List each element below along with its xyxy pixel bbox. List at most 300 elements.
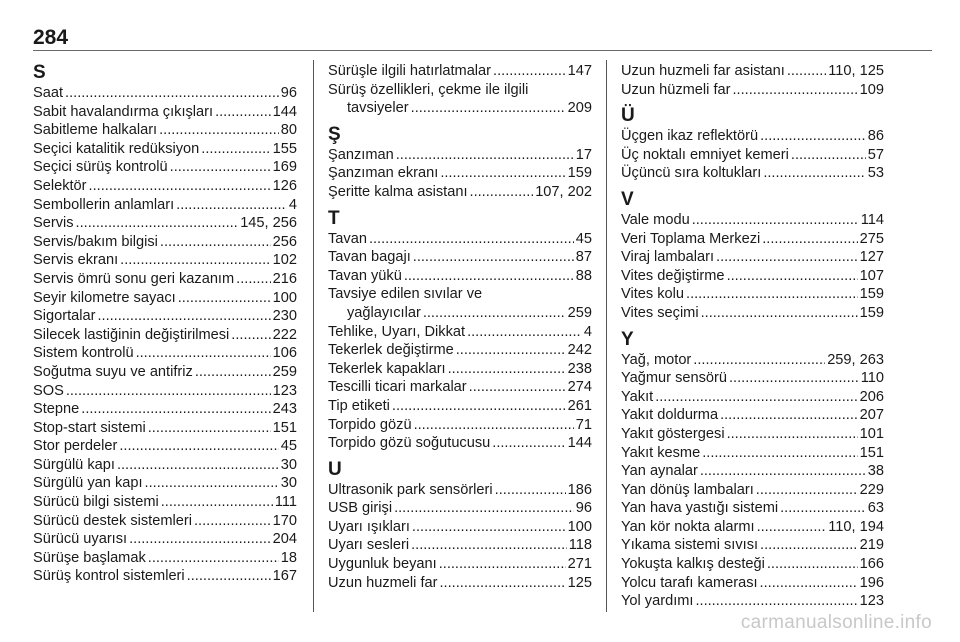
- entry-title: Torpido gözü: [328, 416, 412, 433]
- entry-title: Sistem kontrolü: [33, 345, 134, 362]
- index-section: [328, 208, 592, 453]
- entry-pages: 238: [567, 360, 592, 377]
- entry-title: Yokuşta kalkış desteği: [621, 556, 765, 573]
- index-entry: [328, 416, 592, 435]
- entry-pages: 57: [867, 146, 884, 163]
- entry-title: SOS: [33, 382, 64, 399]
- dot-leader: [194, 512, 271, 531]
- index-entry: [621, 285, 884, 304]
- entry-pages: 45: [280, 438, 297, 455]
- dot-leader: [760, 536, 858, 555]
- dot-leader: [701, 304, 858, 323]
- index-entry: [621, 462, 884, 481]
- entry-pages: 159: [567, 165, 592, 182]
- index-entry: [328, 518, 592, 537]
- index-entry: [33, 158, 297, 177]
- index-entry: [33, 567, 297, 586]
- dot-leader: [439, 555, 566, 574]
- entry-pages: 109: [859, 81, 884, 98]
- index-entry: [621, 518, 884, 537]
- index-entry: [621, 369, 884, 388]
- index-section: [328, 124, 592, 202]
- watermark: carmanualsonline.info: [740, 612, 932, 633]
- index-entry: [621, 62, 884, 81]
- entry-pages: 107: [859, 267, 884, 284]
- entry-title: Uzun hüzmeli far: [621, 81, 731, 98]
- index-entry: [328, 378, 592, 397]
- index-entry: [328, 230, 592, 249]
- index-entry: [621, 81, 884, 100]
- dot-leader: [702, 444, 857, 463]
- dot-leader: [119, 437, 278, 456]
- index-entry: [621, 304, 884, 323]
- dot-leader: [148, 549, 279, 568]
- entry-title: Sürücü bilgi sistemi: [33, 494, 159, 511]
- entry-pages: 127: [859, 249, 884, 266]
- entry-pages: 271: [567, 556, 592, 573]
- index-entry: [621, 536, 884, 555]
- section-letter: T: [328, 207, 340, 229]
- index-entry: [621, 592, 884, 611]
- index-column-2: [328, 62, 592, 592]
- dot-leader: [396, 146, 574, 165]
- dot-leader: [733, 81, 858, 100]
- entry-title: Servis/bakım bilgisi: [33, 233, 158, 250]
- index-entry: [33, 419, 297, 438]
- entry-pages: 261: [567, 397, 592, 414]
- dot-leader: [392, 397, 566, 416]
- index-entry: [328, 536, 592, 555]
- entry-title: Uyarı ışıkları: [328, 518, 410, 535]
- column-divider: [313, 60, 314, 612]
- entry-pages: 125: [567, 574, 592, 591]
- dot-leader: [440, 574, 566, 593]
- index-entry: [33, 512, 297, 531]
- entry-title: Uzun huzmeli far asistanı: [621, 63, 785, 79]
- entry-pages: 144: [272, 103, 297, 120]
- entry-title: Viraj lambaları: [621, 249, 715, 266]
- entry-title: Yan hava yastığı sistemi: [621, 500, 779, 517]
- entry-pages: 206: [859, 388, 884, 405]
- index-entry: [33, 196, 297, 215]
- dot-leader: [404, 267, 574, 286]
- entry-pages: 155: [272, 140, 297, 157]
- index-entry: [621, 127, 884, 146]
- dot-leader: [89, 177, 271, 196]
- index-section: [328, 62, 592, 118]
- entry-pages: 170: [272, 512, 297, 529]
- entry-title: Tavan bagajı: [328, 249, 411, 266]
- dot-leader: [369, 230, 574, 249]
- dot-leader: [762, 230, 857, 249]
- index-section: [621, 105, 884, 183]
- entry-pages: 151: [272, 419, 297, 436]
- entry-pages: 30: [280, 456, 297, 473]
- index-entry: [33, 474, 297, 493]
- entry-pages: 259: [567, 304, 592, 321]
- entry-pages: 229: [859, 481, 884, 498]
- entry-title: Servis: [33, 215, 74, 232]
- entry-title: Ultrasonik park sensörleri: [328, 481, 493, 498]
- index-entry: [328, 164, 592, 183]
- entry-title: Yakıt doldurma: [621, 407, 719, 424]
- dot-leader: [720, 406, 858, 425]
- index-entry: [621, 388, 884, 407]
- dot-leader: [716, 248, 858, 267]
- index-entry: [33, 344, 297, 363]
- entry-title: Yakıt: [621, 388, 654, 405]
- entry-pages: 159: [859, 304, 884, 321]
- index-entry: [621, 211, 884, 230]
- index-section: [328, 459, 592, 593]
- entry-title: Sembollerin anlamları: [33, 196, 175, 213]
- dot-leader: [236, 270, 270, 289]
- dot-leader: [178, 289, 271, 308]
- index-entry: [33, 493, 297, 512]
- dot-leader: [727, 267, 858, 286]
- entry-title: Sürgülü kapı: [33, 456, 115, 473]
- entry-pages: 159: [859, 286, 884, 303]
- entry-pages: 196: [859, 574, 884, 591]
- entry-pages: 86: [867, 128, 884, 145]
- dot-leader: [686, 285, 858, 304]
- index-section: [621, 62, 884, 99]
- index-entry: [328, 499, 592, 518]
- section-letter: Ü: [621, 105, 635, 127]
- entry-title: Sabitleme halkaları: [33, 122, 158, 139]
- index-entry: [33, 84, 297, 103]
- dot-leader: [727, 425, 858, 444]
- entry-title: Yakıt kesme: [621, 444, 701, 461]
- entry-title: Servis ekranı: [33, 252, 119, 269]
- entry-title: Üç noktalı emniyet kemeri: [621, 146, 789, 163]
- dot-leader: [97, 307, 270, 326]
- dot-leader: [492, 434, 565, 453]
- index-entry: [328, 555, 592, 574]
- entry-pages: 63: [867, 500, 884, 517]
- index-column-1: [33, 62, 297, 586]
- entry-title: Sürgülü yan kapı: [33, 475, 143, 492]
- entry-title: Yolcu tarafı kamerası: [621, 574, 758, 591]
- dot-leader: [729, 369, 859, 388]
- index-entry: [328, 285, 592, 322]
- index-column-3: [621, 62, 884, 611]
- dot-leader: [695, 592, 857, 611]
- entry-title-continued: yağlayıcılar: [347, 304, 421, 321]
- entry-title: Seyir kilometre sayacı: [33, 289, 176, 306]
- entry-title: Sürüş kontrol sistemleri: [33, 568, 185, 585]
- entry-title: Seçici katalitik redüksiyon: [33, 140, 200, 157]
- dot-leader: [760, 574, 858, 593]
- index-entry: [328, 81, 592, 118]
- dot-leader: [65, 84, 279, 103]
- entry-pages: 216: [272, 270, 297, 287]
- index-entry: [621, 481, 884, 500]
- dot-leader: [700, 462, 866, 481]
- entry-title: Tavan: [328, 230, 367, 247]
- entry-pages: 151: [859, 444, 884, 461]
- index-entry: [328, 323, 592, 342]
- index-entry: [328, 360, 592, 379]
- entry-pages: 147: [567, 63, 592, 79]
- entry-pages: 114: [860, 211, 884, 228]
- entry-pages: 169: [272, 159, 297, 176]
- entry-title: Vale modu: [621, 211, 690, 228]
- dot-leader: [148, 419, 271, 438]
- dot-leader: [423, 304, 566, 323]
- entry-title: Saat: [33, 85, 64, 101]
- entry-title: Sürücü uyarısı: [33, 531, 128, 548]
- index-entry: [33, 251, 297, 270]
- index-entry: [328, 397, 592, 416]
- entry-pages: 96: [575, 500, 592, 517]
- entry-pages: 111: [274, 494, 297, 511]
- entry-pages: 126: [272, 177, 297, 194]
- entry-title: Servis ömrü sonu geri kazanım: [33, 270, 235, 287]
- dot-leader: [215, 103, 271, 122]
- entry-pages: 144: [567, 435, 592, 452]
- index-entry: [621, 574, 884, 593]
- entry-title: Üçgen ikaz reflektörü: [621, 128, 759, 145]
- entry-pages: 4: [288, 196, 297, 213]
- dot-leader: [394, 499, 574, 518]
- index-entry: [328, 341, 592, 360]
- index-entry: [33, 270, 297, 289]
- entry-pages: 18: [280, 549, 297, 566]
- dot-leader: [448, 360, 566, 379]
- index-entry: [328, 62, 592, 81]
- entry-title: Yıkama sistemi sıvısı: [621, 537, 759, 554]
- entry-pages: 243: [272, 401, 297, 418]
- entry-title-continued: tavsiyeler: [347, 100, 409, 117]
- index-section: [621, 189, 884, 323]
- entry-pages: 274: [567, 379, 592, 396]
- index-entry: [33, 382, 297, 401]
- entry-title: Yan aynalar: [621, 463, 698, 480]
- entry-title: Uygunluk beyanı: [328, 556, 437, 573]
- dot-leader: [655, 388, 857, 407]
- dot-leader: [66, 382, 271, 401]
- index-entry: [33, 140, 297, 159]
- entry-pages: 100: [272, 289, 297, 306]
- dot-leader: [414, 416, 574, 435]
- dot-leader: [413, 248, 574, 267]
- index-entry: [328, 267, 592, 286]
- entry-pages: 80: [280, 122, 297, 139]
- index-entry: [621, 425, 884, 444]
- section-letter: S: [33, 62, 46, 83]
- entry-pages: 123: [859, 593, 884, 610]
- entry-title: Yol yardımı: [621, 593, 694, 610]
- dot-leader: [120, 251, 270, 270]
- index-entry: [33, 289, 297, 308]
- entry-pages: 222: [272, 326, 297, 343]
- entry-title: Yan kör nokta alarmı: [621, 518, 755, 535]
- dot-leader: [467, 323, 582, 342]
- dot-leader: [756, 481, 858, 500]
- index-entry: [328, 248, 592, 267]
- dot-leader: [412, 518, 566, 537]
- dot-leader: [411, 99, 566, 118]
- entry-title: Şanzıman ekranı: [328, 165, 439, 182]
- dot-leader: [145, 474, 279, 493]
- entry-title: Seçici sürüş kontrolü: [33, 159, 168, 176]
- dot-leader: [470, 183, 534, 202]
- entry-pages: 101: [859, 425, 884, 442]
- entry-title: Yağmur sensörü: [621, 370, 727, 387]
- entry-pages: 102: [272, 252, 297, 269]
- index-entry: [33, 307, 297, 326]
- index-entry: [621, 248, 884, 267]
- dot-leader: [440, 164, 565, 183]
- index-entry: [33, 437, 297, 456]
- entry-pages: 118: [568, 537, 592, 554]
- dot-leader: [176, 196, 287, 215]
- dot-leader: [791, 146, 866, 165]
- dot-leader: [201, 140, 270, 159]
- dot-leader: [787, 62, 826, 81]
- entry-pages: 259, 263: [827, 351, 884, 368]
- index-entry: [621, 146, 884, 165]
- section-letter: U: [328, 458, 342, 480]
- index-entry: [33, 400, 297, 419]
- index-entry: [33, 456, 297, 475]
- dot-leader: [411, 536, 567, 555]
- entry-title: Veri Toplama Merkezi: [621, 230, 761, 247]
- entry-title: Sabit havalandırma çıkışları: [33, 103, 214, 120]
- entry-pages: 209: [567, 100, 592, 117]
- dot-leader: [81, 400, 270, 419]
- index-entry: [328, 574, 592, 593]
- entry-title: USB girişi: [328, 500, 393, 517]
- entry-title: Sigortalar: [33, 308, 96, 325]
- entry-pages: 88: [575, 267, 592, 284]
- dot-leader: [159, 121, 279, 140]
- entry-pages: 38: [867, 463, 884, 480]
- dot-leader: [170, 158, 271, 177]
- entry-title: Sürüşle ilgili hatırlatmalar: [328, 63, 492, 79]
- dot-leader: [129, 530, 271, 549]
- entry-title: Şanzıman: [328, 146, 394, 163]
- entry-pages: 4: [583, 323, 592, 340]
- dot-leader: [469, 378, 566, 397]
- entry-title: Stepne: [33, 401, 80, 418]
- entry-title: Tekerlek değiştirme: [328, 342, 454, 359]
- entry-pages: 145, 256: [240, 215, 297, 232]
- index-entry: [33, 326, 297, 345]
- index-entry: [621, 230, 884, 249]
- entry-title: Üçüncü sıra koltukları: [621, 165, 762, 182]
- entry-title: Stop-start sistemi: [33, 419, 146, 436]
- entry-pages: 17: [575, 146, 592, 163]
- index-entry: [328, 183, 592, 202]
- entry-pages: 110, 125: [828, 63, 884, 79]
- entry-pages: 53: [867, 165, 884, 182]
- entry-pages: 110: [860, 370, 884, 387]
- column-divider: [606, 60, 607, 612]
- dot-leader: [767, 555, 858, 574]
- index-entry: [33, 233, 297, 252]
- section-letter: Y: [621, 328, 634, 350]
- entry-pages: 242: [567, 342, 592, 359]
- dot-leader: [195, 363, 271, 382]
- index-entry: [621, 555, 884, 574]
- dot-leader: [757, 518, 827, 537]
- index-entry: [621, 164, 884, 183]
- index-section: [33, 62, 297, 586]
- entry-title: Sürüşe başlamak: [33, 549, 146, 566]
- index-entry: [621, 406, 884, 425]
- entry-pages: 167: [272, 568, 297, 585]
- entry-title: Stor perdeler: [33, 438, 118, 455]
- dot-leader: [231, 326, 270, 345]
- index-entry: [328, 434, 592, 453]
- entry-pages: 71: [575, 416, 592, 433]
- section-letter: V: [621, 188, 634, 210]
- index-entry: [621, 499, 884, 518]
- entry-title: Yakıt göstergesi: [621, 425, 725, 442]
- page-number: 284: [33, 26, 69, 49]
- entry-title: Soğutma suyu ve antifriz: [33, 363, 193, 380]
- entry-pages: 207: [859, 407, 884, 424]
- dot-leader: [760, 127, 866, 146]
- dot-leader: [692, 211, 859, 230]
- dot-leader: [456, 341, 566, 360]
- index-entry: [328, 146, 592, 165]
- index-entry: [621, 267, 884, 286]
- entry-pages: 123: [272, 382, 297, 399]
- index-entry: [33, 214, 297, 233]
- entry-pages: 106: [272, 345, 297, 362]
- entry-pages: 259: [272, 363, 297, 380]
- entry-pages: 186: [567, 481, 592, 498]
- entry-title: Vites seçimi: [621, 304, 699, 321]
- entry-title: Uyarı sesleri: [328, 537, 410, 554]
- dot-leader: [187, 567, 271, 586]
- dot-leader: [495, 481, 566, 500]
- dot-leader: [763, 164, 865, 183]
- index-entry: [621, 444, 884, 463]
- dot-leader: [117, 456, 279, 475]
- index-entry: [33, 103, 297, 122]
- index-entry: [33, 177, 297, 196]
- entry-title: Torpido gözü soğutucusu: [328, 435, 491, 452]
- entry-title: Tip etiketi: [328, 397, 390, 414]
- entry-pages: 256: [272, 233, 297, 250]
- dot-leader: [693, 351, 825, 370]
- entry-title: Vites değiştirme: [621, 267, 725, 284]
- entry-pages: 96: [280, 85, 297, 101]
- index-entry: [33, 363, 297, 382]
- section-letter: Ş: [328, 123, 341, 145]
- entry-pages: 87: [575, 249, 592, 266]
- entry-pages: 275: [859, 230, 884, 247]
- dot-leader: [780, 499, 866, 518]
- index-entry: [33, 121, 297, 140]
- entry-pages: 219: [859, 537, 884, 554]
- entry-title: Silecek lastiğinin değiştirilmesi: [33, 326, 230, 343]
- entry-title: Sürüş özellikleri, çekme ile ilgili: [328, 81, 529, 98]
- entry-pages: 100: [567, 518, 592, 535]
- entry-title: Yan dönüş lambaları: [621, 481, 754, 498]
- entry-pages: 166: [859, 556, 884, 573]
- index-section: [621, 329, 884, 611]
- entry-title: Selektör: [33, 177, 87, 194]
- dot-leader: [136, 344, 271, 363]
- entry-title: Sürücü destek sistemleri: [33, 512, 192, 529]
- entry-title: Tescilli ticari markalar: [328, 379, 467, 396]
- entry-title: Tavan yükü: [328, 267, 402, 284]
